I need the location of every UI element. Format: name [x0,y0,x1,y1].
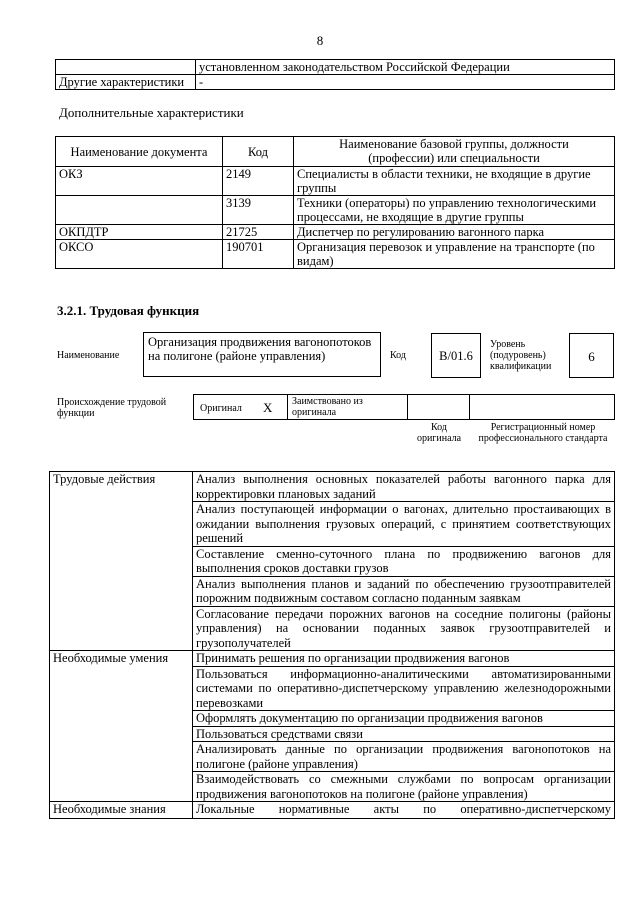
table-cell: ОКСО [56,240,223,269]
origin-label: Происхождение трудовой функции [57,397,167,419]
list-item: Согласование передачи порожних вагонов на соседние полигоны (районы управления) на основании поданных заявок грузоотправителей и грузополучателей [193,606,615,651]
table-cell: Специалисты в области техники, не входящие в другие группы [294,167,615,196]
table-row [56,196,615,225]
table-cell: ОКЗ [56,167,223,196]
list-item: Анализировать данные по организации продвижения вагонопотоков на полигоне (районе управления) [193,742,615,772]
code-label: Код [390,350,406,361]
table-cell: 2149 [223,167,294,196]
list-item: Анализ выполнения планов и заданий по обеспечению грузоотправителей порожним подвижным составом согласно поданным заявкам [193,576,615,606]
table-header: Наименование базовой группы, должности (профессии) или специальности [294,137,615,167]
code-box [431,333,481,378]
function-name-value: Организация продвижения вагонопотоков на полигоне (районе управления) [148,335,372,363]
list-item: Анализ выполнения основных показателей работы вагонного парка для корректировки плановых заданий [193,472,615,502]
section-label: Необходимые умения [50,651,193,802]
table-header-row [56,137,615,167]
main-table [49,471,615,819]
table-row [50,472,615,502]
table-cell: 21725 [223,225,294,240]
table-header: Наименование документа [56,137,223,167]
original-mark: X [263,400,273,415]
table-row [56,225,615,240]
original-box [193,394,288,420]
reg-number-box [469,394,615,420]
list-item: Составление сменно-суточного плана по продвижению вагонов для выполнения сроков доставки грузов [193,546,615,576]
additional-table [55,136,615,269]
section-label: Трудовые действия [50,472,193,651]
page-number: 8 [316,33,324,48]
section-label: Необходимые знания [50,802,193,819]
top-table-label: Другие характеристики [56,75,196,90]
level-box [569,333,614,378]
table-header: Код [223,137,294,167]
table-cell [56,196,223,225]
table-row [56,240,615,269]
top-table [55,59,615,90]
list-item: Локальные нормативные акты по оперативно-диспетчерскому [193,802,615,819]
table-cell: ОКПДТР [56,225,223,240]
name-label: Наименование [57,350,120,361]
borrowed-box [287,394,408,420]
level-label: Уровень (подуровень) квалификации [490,339,552,372]
list-item: Пользоваться информационно-аналитическими автоматизированными системами по оперативно-диспетчерскому управлению железнодорожными перевозками [193,666,615,711]
list-item: Взаимодействовать со смежными службами по вопросам организации продвижения вагонопотоков на полигоне (районе управления) [193,772,615,802]
table-cell: 190701 [223,240,294,269]
list-item: Анализ поступающей информации о вагонах, длительно простаивающих в ожидании выполнения грузовых операций, с принятием соответствующих решений [193,502,615,547]
list-item: Оформлять документацию по организации продвижения вагонов [193,711,615,727]
table-row [56,167,615,196]
reg-number-caption: Регистрационный номер профессионального стандарта [478,422,608,444]
function-name-box [143,332,381,377]
table-cell: Техники (операторы) по управлению технологическими процессами, не входящие в другие группы [294,196,615,225]
table-cell: Диспетчер по регулированию вагонного парка [294,225,615,240]
list-item: Пользоваться средствами связи [193,726,615,742]
top-table-cell: установленном законодательством Российской Федерации [196,60,615,75]
code-original-caption: Код оригинала [416,422,462,444]
top-table-cell: - [196,75,615,90]
table-row [50,802,615,819]
list-item: Принимать решения по организации продвижения вагонов [193,651,615,667]
level-value: 6 [588,349,595,364]
table-row [50,651,615,667]
code-original-box [407,394,470,420]
additional-heading: Дополнительные характеристики [59,105,244,120]
table-cell: 3139 [223,196,294,225]
borrowed-label: Заимствовано из оригинала [292,396,363,418]
table-cell: Организация перевозок и управление на транспорте (по видам) [294,240,615,269]
code-value: B/01.6 [439,349,473,363]
original-label: Оригинал [200,403,242,414]
function-heading: 3.2.1. Трудовая функция [57,303,200,318]
